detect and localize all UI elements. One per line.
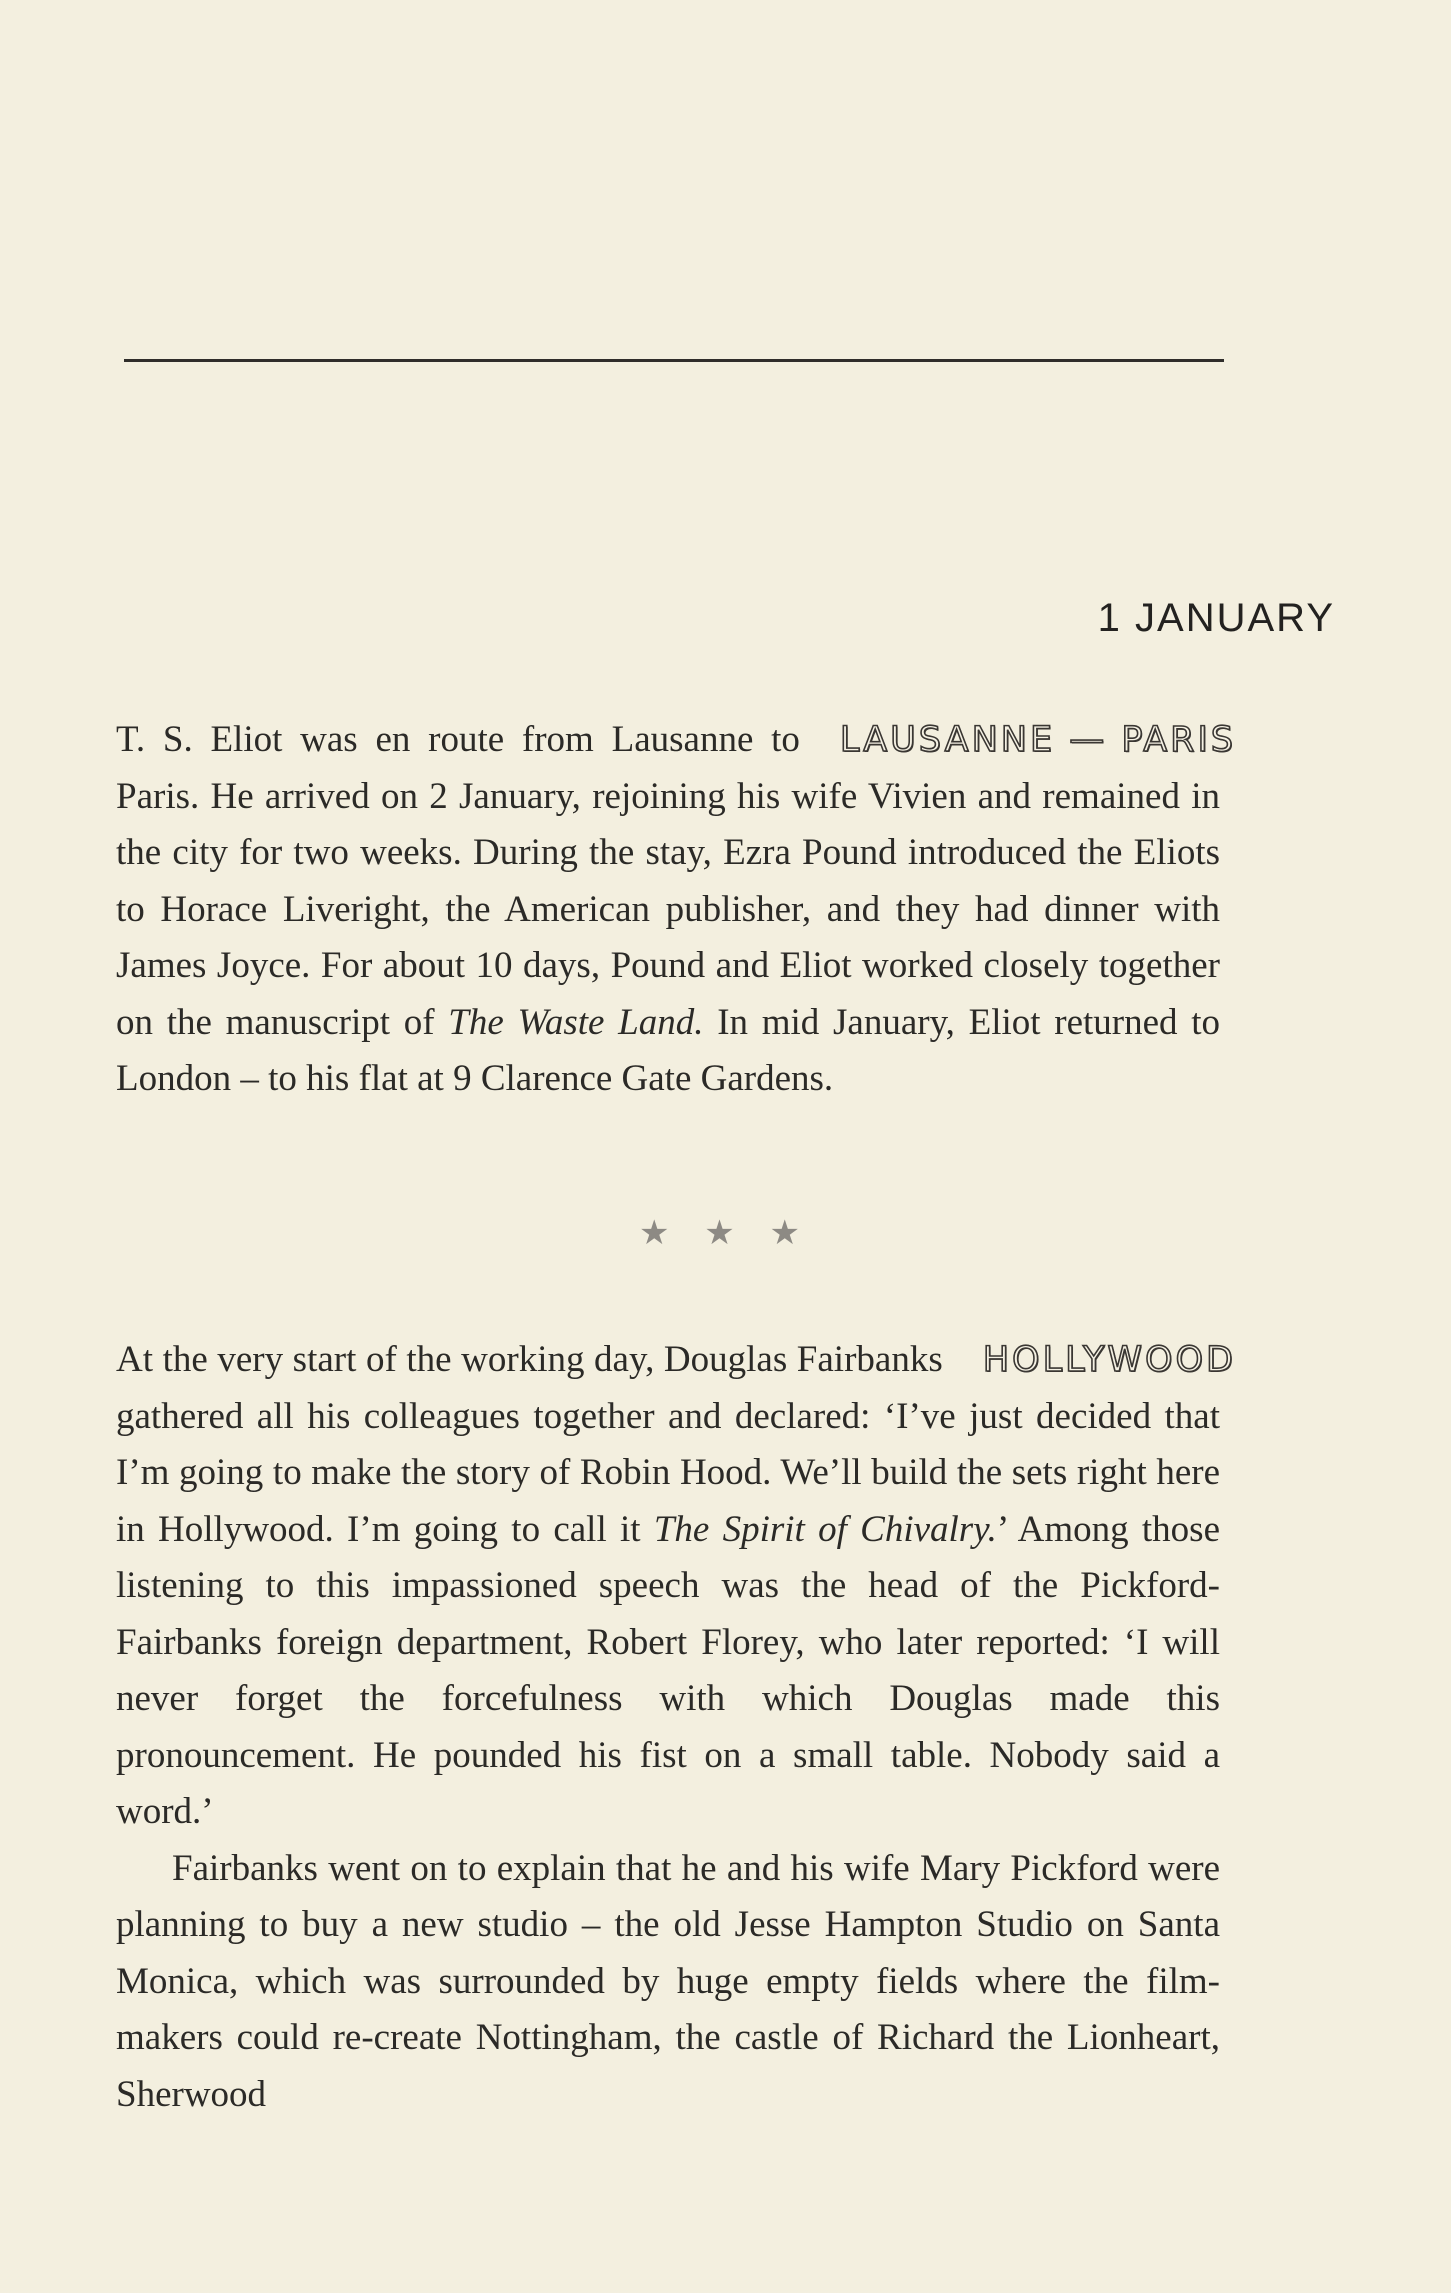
diary-entry-hollywood — [116, 1332, 1236, 2123]
place-label: LAUSANNE — PARIS — [839, 720, 1236, 760]
diary-entry-lausanne-paris — [116, 712, 1236, 1108]
paragraph-text: In mid January, Eliot returned to London – to his flat at 9 Clarence Gate Gardens. — [116, 1001, 1221, 1099]
paragraph-text: At the very start of the working day, Douglas Fairbanks gathered all his colleagues together and declared: ‘I’ve just decided that I’m going to make the story of Robin Hood. We’ll build the sets right here in Hollywood. I’m going to call it — [116, 1339, 1220, 1550]
book-title: The Waste Land. — [448, 1001, 704, 1043]
entry-paragraph: Fairbanks went on to explain that he and his wife Mary Pickford were planning to buy a new studio – the old Jesse Hampton Studio on Santa Monica, which was surrounded by huge empty fields where the film-makers could re-create Nottingham, the castle of Richard the Lionheart, Sherwood — [116, 1847, 1220, 2115]
chapter-rule — [124, 359, 1224, 362]
entry-paragraph — [116, 1332, 1236, 1841]
section-separator: ★ ★ ★ — [638, 1213, 813, 1253]
date-heading: 1 JANUARY — [1097, 596, 1335, 640]
paragraph-text: ’ Among those listening to this impassioned speech was the head of the Pickford-Fairbanks foreign department, Robert Florey, who later reported: ‘I will never forget the forcefulness with which Douglas made this pronouncement. He pounded his fist on a small table. Nobody said a word.’ — [116, 1508, 1220, 1832]
entry-paragraph — [116, 712, 1236, 1108]
paragraph-text: T. S. Eliot was en route from Lausanne to Paris. He arrived on 2 January, rejoining his wife Vivien and remained in the city for two weeks. During the stay, Ezra Pound introduced the Eliots to Horace Liveright, the American publisher, and they had dinner with James Joyce. For about 10 days, Pound and Eliot worked closely together on the manuscript of — [116, 719, 1220, 1043]
film-title: The Spirit of Chivalry. — [653, 1508, 997, 1550]
place-label: HOLLYWOOD — [982, 1340, 1236, 1380]
